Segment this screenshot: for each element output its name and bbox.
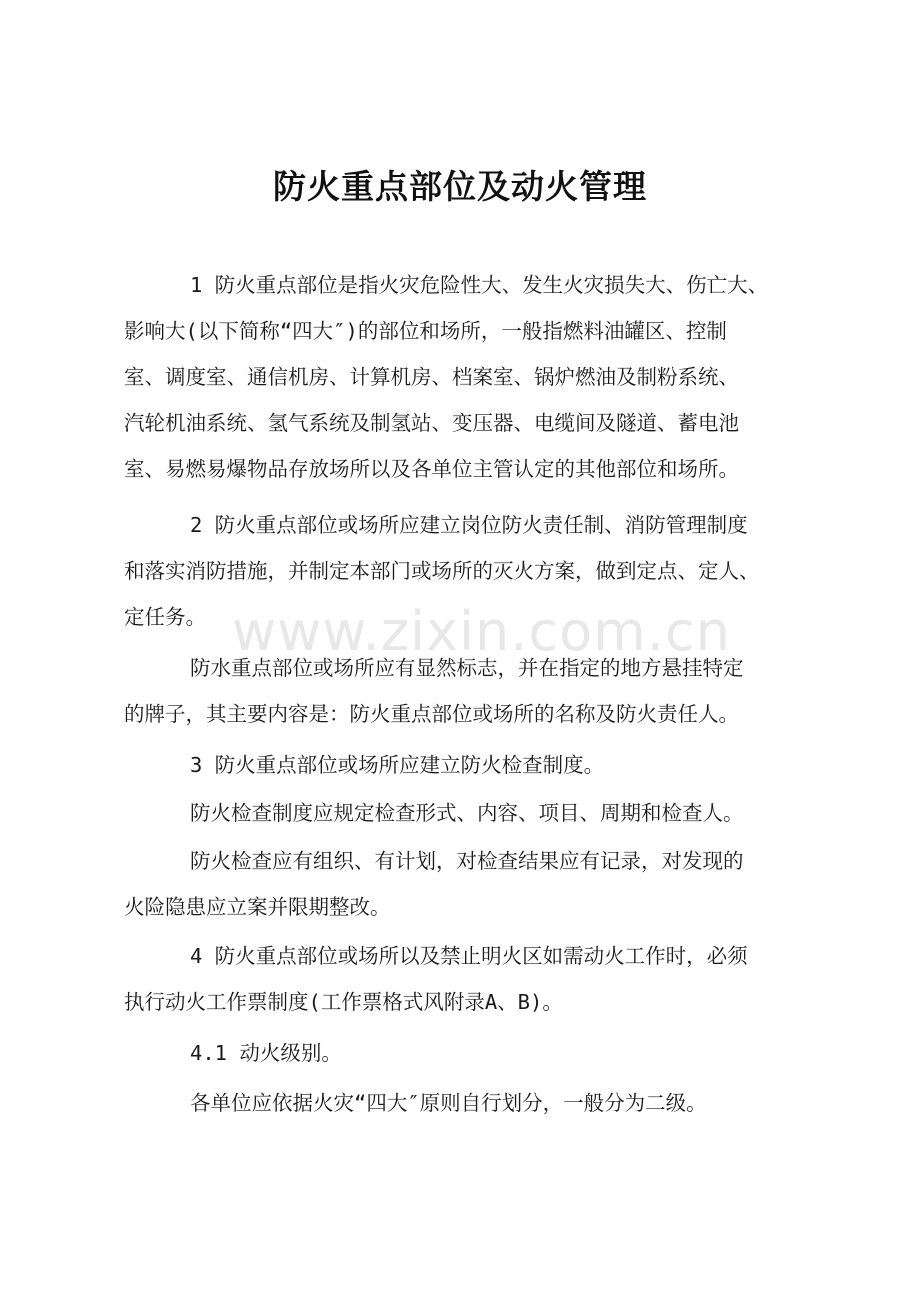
paragraph-line: 各单位应依据火灾“四大″原则自行划分，一般分为二级。 bbox=[190, 1091, 707, 1115]
paragraph-line: 和落实消防措施，并制定本部门或场所的灭火方案，做到定点、定人、 bbox=[124, 559, 760, 583]
paragraph-line: 影响大(以下简称“四大″)的部位和场所，一般指燃料油罐区、控制 bbox=[124, 319, 727, 343]
paragraph-line: 汽轮机油系统、氢气系统及制氢站、变压器、电缆间及隧道、蓄电池 bbox=[124, 411, 739, 435]
paragraph-line: 1 防火重点部位是指火灾危险性大、发生火灾损失大、伤亡大、 bbox=[190, 273, 769, 297]
watermark: www.zixin.com.cn bbox=[232, 600, 731, 663]
paragraph-line: 4.1 动火级别。 bbox=[190, 1041, 342, 1065]
paragraph-line: 室、调度室、通信机房、计算机房、档案室、锅炉燃油及制粉系统、 bbox=[124, 365, 739, 389]
paragraph-line: 的牌子，其主要内容是：防火重点部位或场所的名称及防火责任人。 bbox=[124, 702, 739, 726]
paragraph-line: 防火检查制度应规定检查形式、内容、项目、周期和检查人。 bbox=[190, 801, 744, 825]
paragraph-line: 执行动火工作票制度(工作票格式风附录A、B)。 bbox=[124, 990, 563, 1014]
paragraph-line: 定任务。 bbox=[124, 605, 206, 629]
paragraph-line: 防水重点部位或场所应有显然标志，并在指定的地方悬挂特定 bbox=[190, 656, 744, 680]
paragraph-line: 2 防火重点部位或场所应建立岗位防火责任制、消防管理制度 bbox=[190, 513, 748, 537]
paragraph-line: 火险隐患应立案并限期整改。 bbox=[124, 895, 391, 919]
paragraph-line: 4 防火重点部位或场所以及禁止明火区如需动火工作时，必须 bbox=[190, 944, 748, 968]
paragraph-line: 3 防火重点部位或场所应建立防火检查制度。 bbox=[190, 753, 605, 777]
document-title: 防火重点部位及动火管理 bbox=[273, 167, 647, 206]
paragraph-line: 防火检查应有组织、有计划，对检查结果应有记录，对发现的 bbox=[190, 849, 744, 873]
paragraph-line: 室、易燃易爆物品存放场所以及各单位主管认定的其他部位和场所。 bbox=[124, 457, 739, 481]
